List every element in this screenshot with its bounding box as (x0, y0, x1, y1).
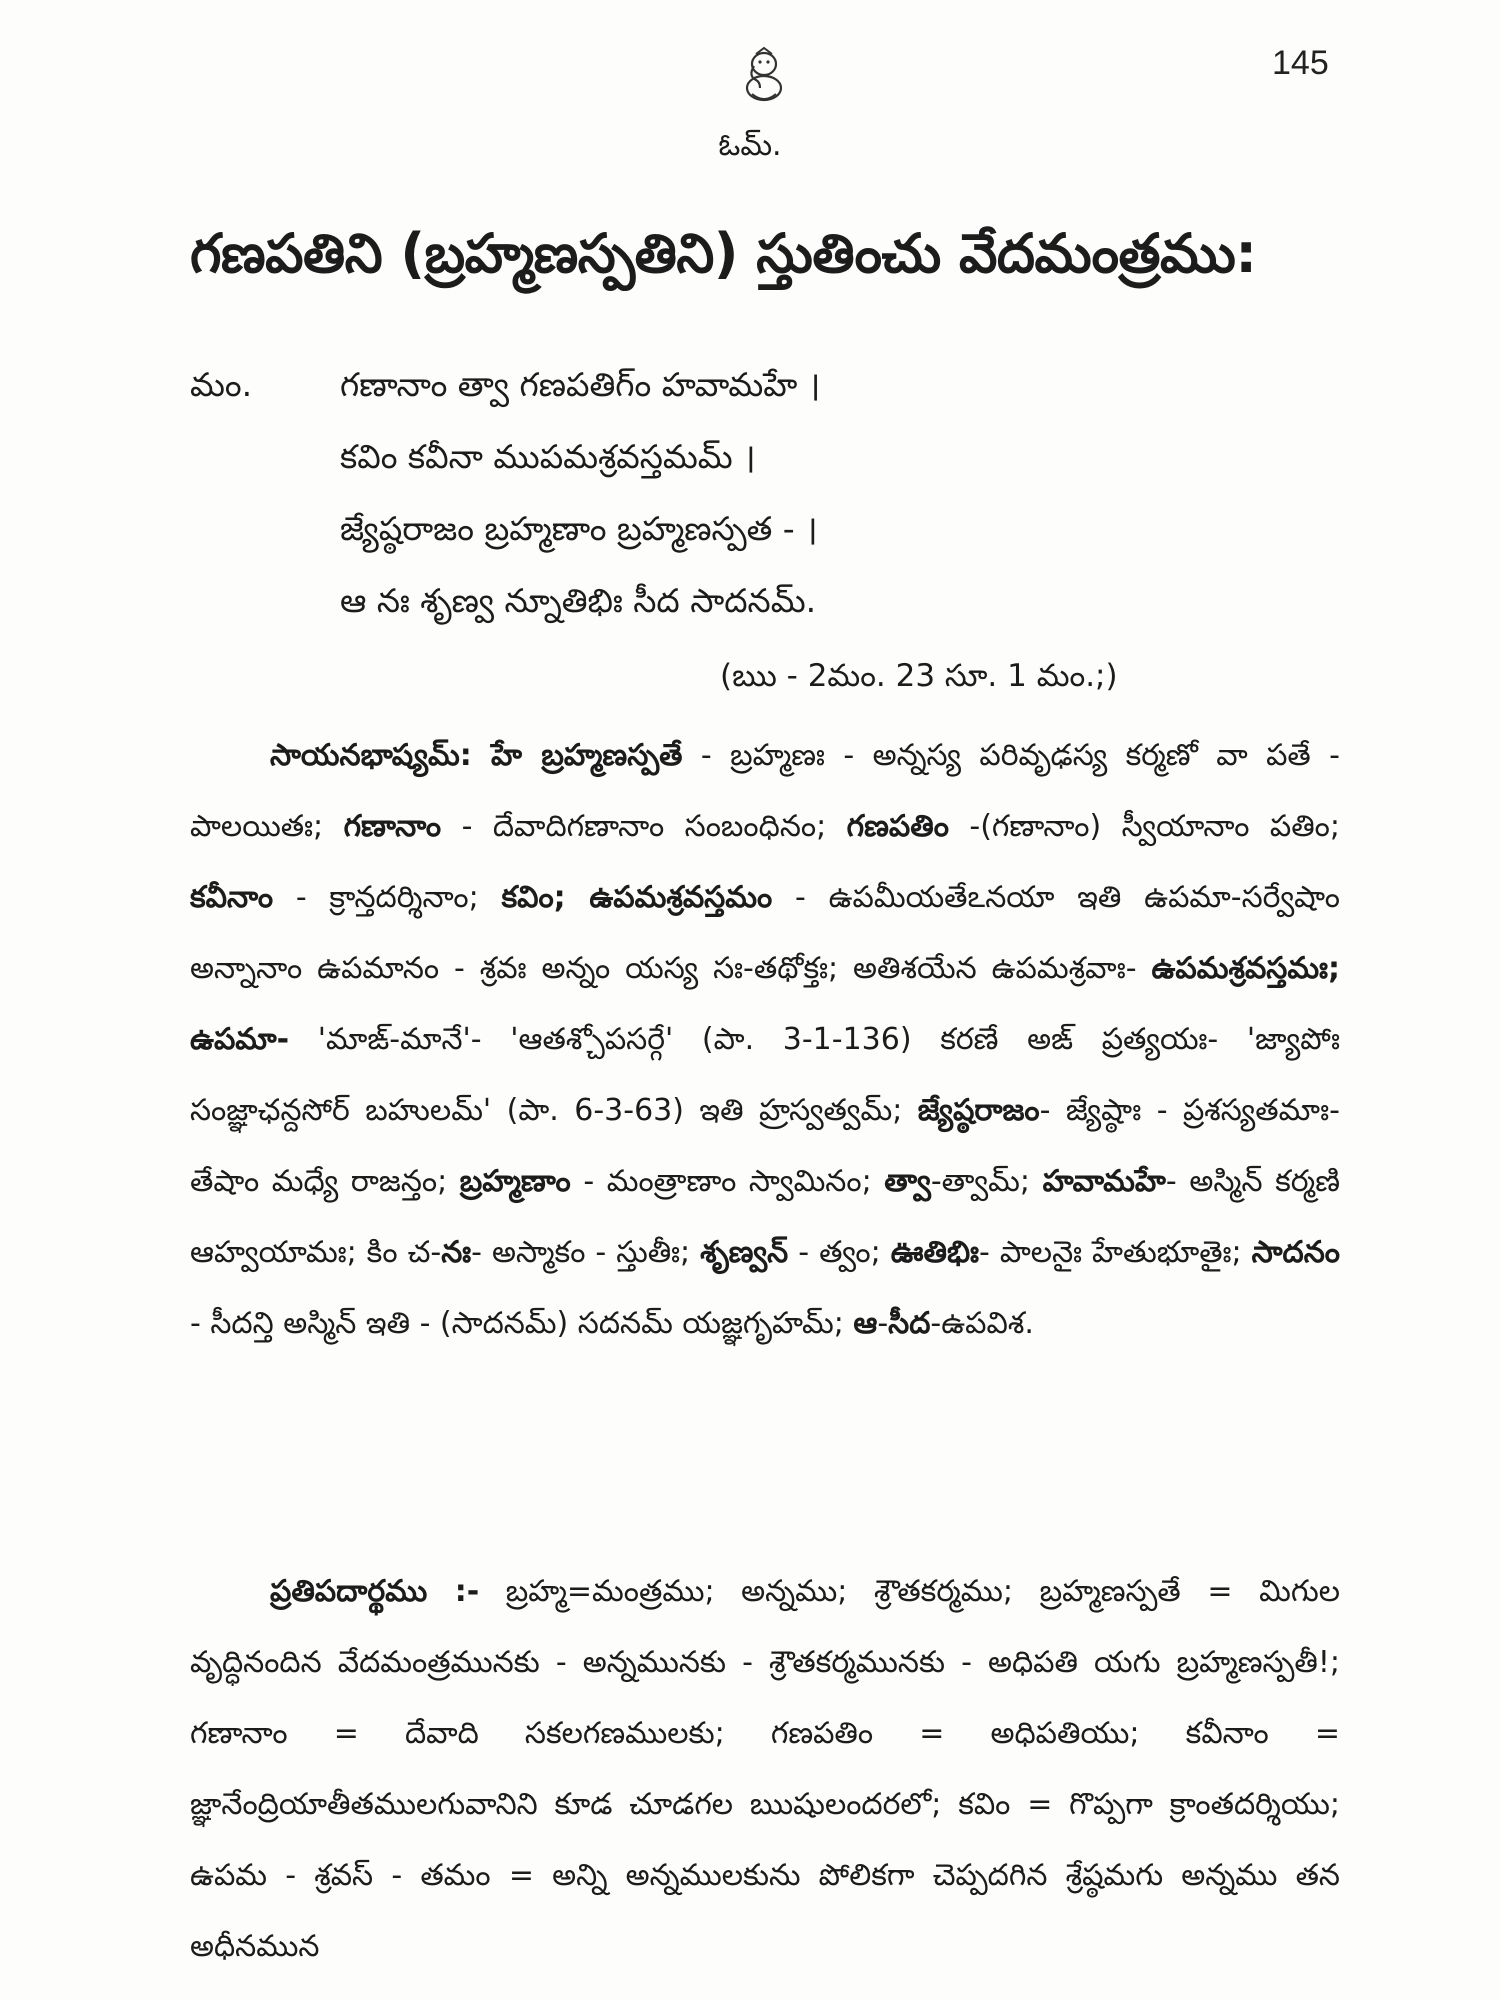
meaning-term: ప్రతిపదార్థము :- (270, 1574, 480, 1609)
sayana-text: - అస్మిన్ కర్మణి ఆహ్వయామః; కిం చ- (190, 1164, 1340, 1270)
sayana-text: - బ్రహ్మణః - అన్నస్య పరివృఢస్య కర్మణో వా పతే - పాలయితః; (190, 738, 1340, 844)
mantra-line: జ్యేష్ఠరాజం బ్రహ్మణాం బ్రహ్మణస్పత - । (340, 509, 818, 548)
sayana-text: - (877, 1306, 889, 1341)
mantra-line: ఆ నః శృణ్వ న్నూతిభిః సీద సాదనమ్. (340, 581, 817, 620)
ganesha-emblem-icon (738, 46, 790, 106)
mantra-reference: (ఋ - 2మం. 23 సూ. 1 మం.;) (720, 658, 1118, 694)
sayana-term: హవామహే (1042, 1164, 1166, 1199)
sayana-text: - త్వం; (788, 1235, 891, 1270)
sayana-text: - అస్మాకం - స్తుతీః; (471, 1235, 701, 1270)
page-title: గణపతిని (బ్రహ్మణస్పతిని) స్తుతించు వేదమంత్రము: (190, 222, 1257, 285)
sayana-term: ఊతిభిః (890, 1235, 980, 1270)
mantra-label: మం. (190, 365, 253, 404)
sayana-text: 'మాఙ్-మానే'- 'ఆతశ్చోపసర్గే' (పా. 3-1-136) కరణే అఙ్ ప్రత్యయః- 'జ్యాపోః సంజ్ఞాఛన్దసోర్ బహులమ్' (పా. 6-3-63) ఇతి హ్రస్వత్వమ్; (190, 1022, 1340, 1128)
meaning-text: బ్రహ్మ=మంత్రము; అన్నము; శ్రౌతకర్మము; బ్రహ్మణస్పతే = మిగుల వృద్ధినందిన వేదమంత్రమునకు - అన్నమునకు - శ్రౌతకర్మమునకు - అధిపతి యగు బ్రహ్మణస్పతీ!; గణానాం = దేవాది సకలగణములకు; గణపతిం = అధిపతియు; కవీనాం = జ్ఞానేంద్రియాతీతములగువానిని కూడ చూడగల ఋషులందరలో; కవిం = గొప్పగా క్రాంతదర్శియు; ఉపమ - శ్రవస్ - తమం = అన్ని అన్నములకును పోలికగా చెప్పదగిన శ్రేష్ఠమగు అన్నము తన అధీనమున (190, 1574, 1340, 1964)
meaning-text (190, 1574, 1340, 1964)
sayana-term: సాయనభాష్యమ్: హే బ్రహ్మణస్పతే (270, 738, 683, 773)
mantra-line: గణానాం త్వా గణపతిగ్ం హవామహే । (340, 365, 821, 404)
sayana-term: నః (441, 1235, 472, 1270)
sayana-text: -త్వామ్; (930, 1164, 1043, 1199)
sayana-text: - మంత్రాణాం స్వామినం; (570, 1164, 885, 1199)
sayana-text: -ఉపవిశ. (930, 1306, 1034, 1341)
sayana-text: - పాలనైః హేతుభూతైః; (979, 1235, 1252, 1270)
sayana-term: శృణ్వన్ (700, 1235, 789, 1270)
sayana-term: జ్యేష్ఠరాజం (917, 1093, 1040, 1128)
sayana-text: - ఉపమీయతేఽనయా ఇతి ఉపమా-సర్వేషాం అన్నానాం ఉపమానం - శ్రవః అన్నం యస్య సః-తథోక్తః; అతిశయేన ఉపమశ్రవాః- (190, 880, 1340, 986)
mantra-line: కవిం కవీనా ముపమశ్రవస్తమమ్ । (340, 437, 756, 476)
sayana-term: కవిం; ఉపమశ్రవస్తమం (501, 880, 773, 915)
word-meaning-paragraph (190, 1556, 1340, 1976)
sayana-text: - దేవాదిగణానాం సంబంధినం; (441, 809, 847, 844)
sayana-text: - సీదన్తి అస్మిన్ ఇతి - (సాదనమ్) సదనమ్ యజ్ఞగృహమ్; (190, 1306, 854, 1341)
sayana-term: కవీనాం (190, 880, 274, 915)
sayana-term: గణానాం (343, 809, 442, 844)
sayana-term: గణపతిం (846, 809, 949, 844)
sayana-text: -(గణానాం) స్వీయానాం పతిం; (948, 809, 1340, 844)
sayana-text: - క్రాన్తదర్శినాం; (273, 880, 502, 915)
sayana-term: త్వా (884, 1164, 931, 1199)
om-invocation: ఓమ్. (718, 128, 782, 163)
sayana-text: - జ్యేష్ఠాః - ప్రశస్యతమాః- తేషాం మధ్యే రాజన్తం; (190, 1093, 1340, 1199)
sayana-commentary (190, 720, 1340, 1560)
page-number: 145 (1272, 44, 1329, 82)
sayana-term: ఆ (853, 1306, 878, 1341)
sayana-term: బ్రహ్మణాం (459, 1164, 571, 1199)
sayana-term: సాదనం (1251, 1235, 1340, 1270)
sayana-term: ఉపమశ్రవస్తమః; ఉపమా- (190, 951, 1340, 1057)
sayana-term: సీద (888, 1306, 931, 1341)
sayana-text (190, 738, 1340, 1341)
